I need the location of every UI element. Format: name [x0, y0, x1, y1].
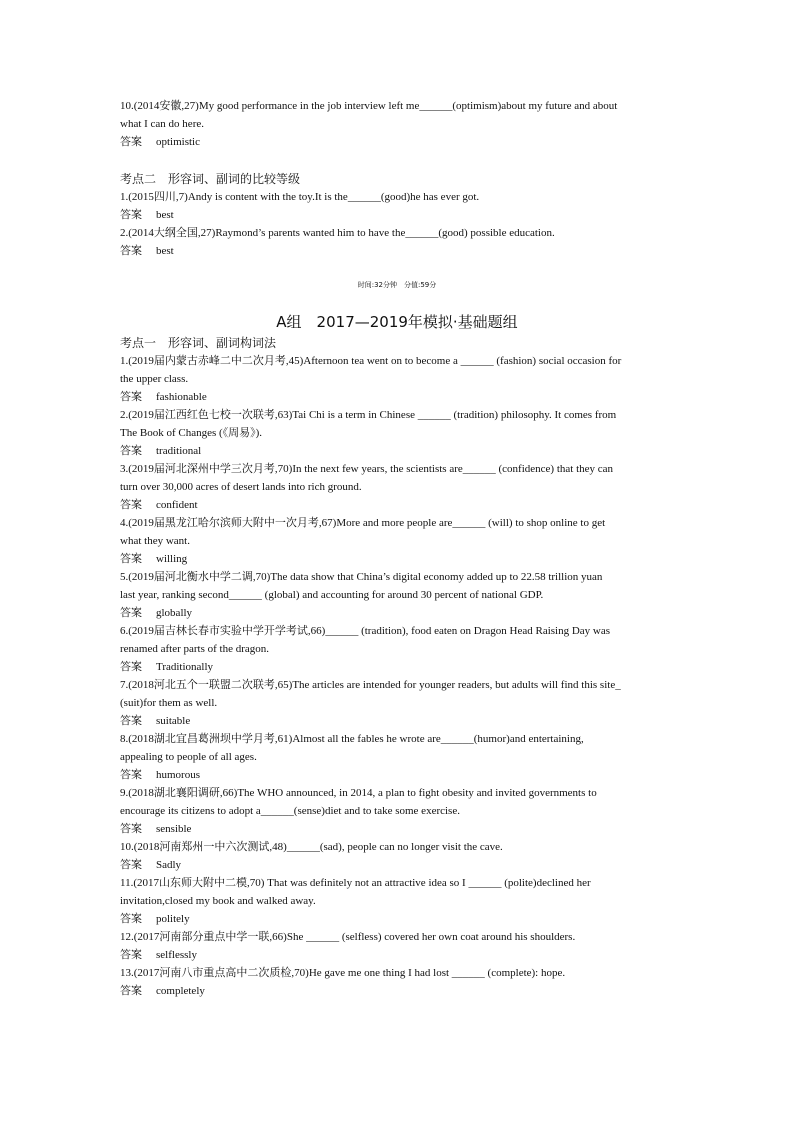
answer-label: 答案 — [120, 209, 142, 221]
section-heading: 考点一 形容词、副词构词法 — [120, 336, 277, 350]
answer-text: selflessly — [156, 949, 197, 961]
group-title: A组 2017—2019年模拟·基础题组 — [276, 313, 518, 331]
question-line: 3.(2019届河北深州中学三次月考,70)In the next few years, the scientists are______ (confidence) that they can — [120, 463, 614, 475]
answer-line — [120, 206, 680, 224]
answer-label: 答案 — [120, 859, 142, 871]
answer-text: politely — [156, 913, 190, 925]
question-line: what they want. — [120, 535, 190, 547]
section-one — [120, 334, 680, 1000]
question-line: 2.(2019届江西红色七校一次联考,63)Tai Chi is a term in Chinese ______ (tradition) philosophy. It comes from — [120, 409, 617, 421]
answer-line — [120, 242, 680, 260]
answer-line — [120, 820, 680, 838]
section-two — [120, 170, 680, 260]
answer-text: completely — [156, 985, 205, 997]
question-line: 11.(2017山东师大附中二模,70) That was definitely not an attractive idea so I ______ (polite)declined her — [120, 877, 591, 889]
question-line: encourage its citizens to adopt a______(sense)diet and to take some exercise. — [120, 805, 460, 817]
question-line: (suit)for them as well. — [120, 697, 218, 709]
answer-label: 答案 — [120, 913, 142, 925]
time-score-note: 时间:32分钟 分值:59分 — [357, 281, 437, 289]
question-line: 9.(2018湖北襄阳调研,66)The WHO announced, in 2014, a plan to fight obesity and invited governments to — [120, 787, 597, 799]
question-line: 1.(2019届内蒙古赤峰二中二次月考,45)Afternoon tea went on to become a ______ (fashion) social occasion for — [120, 355, 622, 367]
answer-label: 答案 — [120, 607, 142, 619]
answer-line — [120, 133, 680, 151]
question-line: 4.(2019届黑龙江哈尔滨师大附中一次月考,67)More and more people are______ (will) to shop online to get — [120, 517, 606, 529]
answer-text: Sadly — [156, 859, 182, 871]
answer-label: 答案 — [120, 136, 142, 148]
question-line: 10.(2014安徽,27)My good performance in the job interview left me______(optimism)about my future and about — [120, 100, 618, 112]
question-line: 12.(2017河南部分重点中学一联,66)She ______ (selfless) covered her own coat around his shoulders. — [120, 931, 576, 943]
answer-label: 答案 — [120, 985, 142, 997]
answer-text: humorous — [156, 769, 200, 781]
answer-label: 答案 — [120, 823, 142, 835]
question-line: 13.(2017河南八市重点高中二次质检,70)He gave me one thing I had lost ______ (complete): hope. — [120, 967, 566, 979]
answer-line — [120, 766, 680, 784]
question-line: The Book of Changes (《周易》). — [120, 427, 263, 439]
answer-text: best — [156, 209, 174, 221]
question-line: 6.(2019届吉林长春市实验中学开学考试,66)______ (tradition), food eaten on Dragon Head Raising Day was — [120, 625, 611, 637]
answer-text: optimistic — [156, 136, 200, 148]
answer-label: 答案 — [120, 553, 142, 565]
answer-line — [120, 910, 680, 928]
answer-line — [120, 550, 680, 568]
answer-label: 答案 — [120, 769, 142, 781]
answer-label: 答案 — [120, 445, 142, 457]
answer-line — [120, 496, 680, 514]
question-line: 7.(2018河北五个一联盟二次联考,65)The articles are intended for younger readers, but adults will find this site_ — [120, 679, 621, 691]
answer-text: Traditionally — [156, 661, 214, 673]
top-section — [120, 97, 680, 151]
question-line: last year, ranking second______ (global) and accounting for around 30 percent of national GDP. — [120, 589, 544, 601]
section-heading: 考点二 形容词、副词的比较等级 — [120, 172, 301, 186]
answer-label: 答案 — [120, 949, 142, 961]
answer-label: 答案 — [120, 245, 142, 257]
answer-label: 答案 — [120, 499, 142, 511]
answer-line — [120, 658, 680, 676]
answer-text: confident — [156, 499, 198, 511]
answer-line — [120, 604, 680, 622]
answer-line — [120, 982, 680, 1000]
answer-label: 答案 — [120, 391, 142, 403]
question-line: 5.(2019届河北衡水中学二调,70)The data show that China’s digital economy added up to 22.58 trillion yuan — [120, 571, 603, 583]
answer-text: willing — [156, 553, 188, 565]
question-line: the upper class. — [120, 373, 189, 385]
question-line: renamed after parts of the dragon. — [120, 643, 270, 655]
question-line: 8.(2018湖北宜昌葛洲坝中学月考,61)Almost all the fables he wrote are______(humor)and entertaining, — [120, 733, 584, 745]
answer-label: 答案 — [120, 715, 142, 727]
answer-text: best — [156, 245, 174, 257]
answer-line — [120, 712, 680, 730]
answer-text: sensible — [156, 823, 192, 835]
question-line: appealing to people of all ages. — [120, 751, 257, 763]
answer-line — [120, 442, 680, 460]
question-line: what I can do here. — [120, 118, 204, 130]
answer-text: suitable — [156, 715, 191, 727]
question-line: invitation,closed my book and walked away. — [120, 895, 316, 907]
question-line: 2.(2014大纲全国,27)Raymond’s parents wanted him to have the______(good) possible education. — [120, 227, 555, 239]
answer-text: traditional — [156, 445, 202, 457]
answer-line — [120, 856, 680, 874]
answer-text: globally — [156, 607, 193, 619]
question-line: 10.(2018河南郑州一中六次测试,48)______(sad), people can no longer visit the cave. — [120, 841, 503, 853]
answer-text: fashionable — [156, 391, 207, 403]
question-line: turn over 30,000 acres of desert lands into rich ground. — [120, 481, 362, 493]
question-line: 1.(2015四川,7)Andy is content with the toy.It is the______(good)he has ever got. — [120, 191, 480, 203]
answer-line — [120, 946, 680, 964]
answer-label: 答案 — [120, 661, 142, 673]
answer-line — [120, 388, 680, 406]
